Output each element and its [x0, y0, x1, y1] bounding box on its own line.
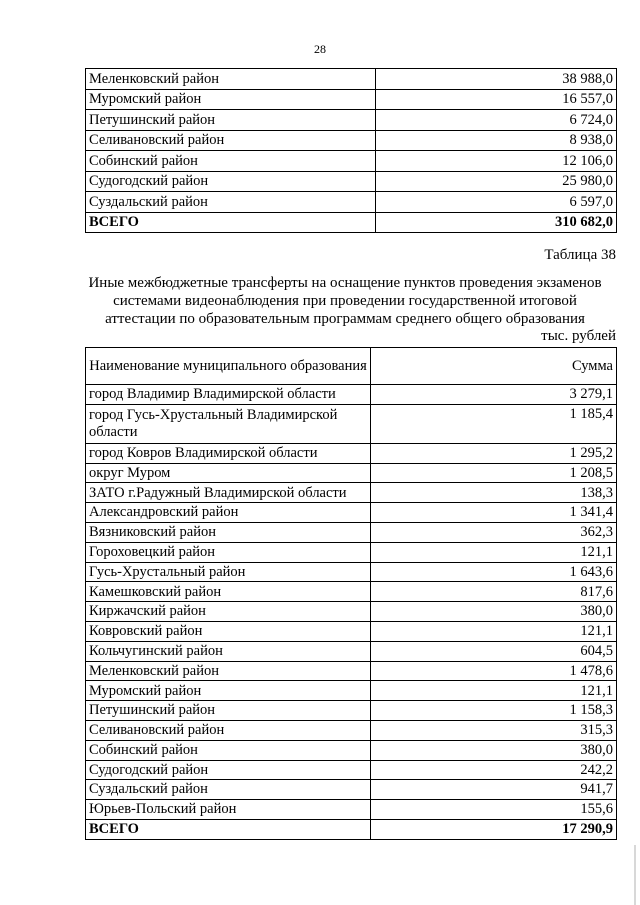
row-value-cell: 380,0	[371, 740, 617, 760]
row-name-cell: Камешковский район	[86, 582, 371, 602]
row-name-cell: Вязниковский район	[86, 522, 371, 542]
table-row	[86, 503, 617, 523]
row-value-cell: 6 724,0	[376, 110, 617, 131]
row-name-cell: Суздальский район	[86, 192, 376, 213]
table-caption: Таблица 38	[544, 247, 616, 263]
row-value-cell: 1 185,4	[371, 404, 617, 443]
row-value-cell: 242,2	[371, 760, 617, 780]
table-row	[86, 562, 617, 582]
page-number: 28	[314, 42, 326, 56]
row-name-cell: город Гусь-Хрустальный Владимирской области	[86, 404, 371, 443]
row-value-cell: 8 938,0	[376, 130, 617, 151]
row-value-cell: 155,6	[371, 800, 617, 820]
transfers-table	[85, 347, 617, 840]
row-value-cell: 16 557,0	[376, 89, 617, 110]
row-value-cell: 1 341,4	[371, 503, 617, 523]
row-name-cell: Собинский район	[86, 740, 371, 760]
table-row	[86, 404, 617, 443]
row-name-cell: ВСЕГО	[86, 819, 371, 839]
row-value-cell: 310 682,0	[376, 212, 617, 233]
table-row	[86, 720, 617, 740]
table-row	[86, 602, 617, 622]
table-title-line: системами видеонаблюдения при проведении государственной итоговой	[113, 293, 577, 309]
row-name-cell: Петушинский район	[86, 110, 376, 131]
row-value-cell: 3 279,1	[371, 385, 617, 405]
row-value-cell: 121,1	[371, 681, 617, 701]
table-row	[86, 171, 617, 192]
row-value-cell: 17 290,9	[371, 819, 617, 839]
table-row	[86, 661, 617, 681]
row-name-cell: Юрьев-Польский район	[86, 800, 371, 820]
row-value-cell: 1 478,6	[371, 661, 617, 681]
row-name-cell: ЗАТО г.Радужный Владимирской области	[86, 483, 371, 503]
table-row	[86, 760, 617, 780]
table-title-line: аттестации по образовательным программам среднего общего образования	[105, 311, 585, 327]
table-row	[86, 89, 617, 110]
table-row	[86, 385, 617, 405]
row-name-cell: Муромский район	[86, 89, 376, 110]
row-value-cell: 315,3	[371, 720, 617, 740]
table-row	[86, 130, 617, 151]
row-value-cell: 362,3	[371, 522, 617, 542]
units-label: тыс. рублей	[541, 328, 616, 344]
row-name-cell: Меленковский район	[86, 661, 371, 681]
table-title-line: Иные межбюджетные трансферты на оснащение пунктов проведения экзаменов	[88, 275, 602, 291]
table-row	[86, 443, 617, 463]
header-name-cell: Наименование муниципального образования	[86, 348, 371, 385]
table-row	[86, 542, 617, 562]
row-name-cell: Киржачский район	[86, 602, 371, 622]
row-name-cell: Ковровский район	[86, 621, 371, 641]
row-name-cell: Судогодский район	[86, 760, 371, 780]
row-name-cell: Гусь-Хрустальный район	[86, 562, 371, 582]
row-value-cell: 604,5	[371, 641, 617, 661]
row-value-cell: 1 295,2	[371, 443, 617, 463]
table-row	[86, 641, 617, 661]
scan-edge-line	[634, 845, 636, 905]
row-value-cell: 1 158,3	[371, 701, 617, 721]
row-name-cell: Меленковский район	[86, 69, 376, 90]
total-row	[86, 819, 617, 839]
row-name-cell: Собинский район	[86, 151, 376, 172]
row-value-cell: 138,3	[371, 483, 617, 503]
table-row	[86, 621, 617, 641]
table-row	[86, 151, 617, 172]
row-name-cell: Александровский район	[86, 503, 371, 523]
table-row	[86, 780, 617, 800]
row-value-cell: 6 597,0	[376, 192, 617, 213]
row-value-cell: 380,0	[371, 602, 617, 622]
row-name-cell: Суздальский район	[86, 780, 371, 800]
row-name-cell: Селивановский район	[86, 720, 371, 740]
row-name-cell: город Владимир Владимирской области	[86, 385, 371, 405]
row-name-cell: Кольчугинский район	[86, 641, 371, 661]
table-row	[86, 800, 617, 820]
header-sum-cell: Сумма	[371, 348, 617, 385]
row-name-cell: город Ковров Владимирской области	[86, 443, 371, 463]
total-row	[86, 212, 617, 233]
row-name-cell: ВСЕГО	[86, 212, 376, 233]
table-row	[86, 483, 617, 503]
table-row	[86, 463, 617, 483]
row-name-cell: Гороховецкий район	[86, 542, 371, 562]
row-value-cell: 121,1	[371, 621, 617, 641]
table-row	[86, 522, 617, 542]
row-value-cell: 1 643,6	[371, 562, 617, 582]
row-name-cell: Судогодский район	[86, 171, 376, 192]
row-value-cell: 941,7	[371, 780, 617, 800]
table-row	[86, 582, 617, 602]
table-title	[70, 274, 620, 328]
row-name-cell: округ Муром	[86, 463, 371, 483]
row-value-cell: 121,1	[371, 542, 617, 562]
continued-table	[85, 68, 617, 233]
row-value-cell: 25 980,0	[376, 171, 617, 192]
table-row	[86, 681, 617, 701]
row-name-cell: Муромский район	[86, 681, 371, 701]
table-row	[86, 192, 617, 213]
table-row	[86, 740, 617, 760]
row-value-cell: 1 208,5	[371, 463, 617, 483]
row-name-cell: Селивановский район	[86, 130, 376, 151]
table-header-row	[86, 348, 617, 385]
table-row	[86, 69, 617, 90]
table-row	[86, 110, 617, 131]
row-name-cell: Петушинский район	[86, 701, 371, 721]
row-value-cell: 12 106,0	[376, 151, 617, 172]
table-row	[86, 701, 617, 721]
row-value-cell: 817,6	[371, 582, 617, 602]
row-value-cell: 38 988,0	[376, 69, 617, 90]
